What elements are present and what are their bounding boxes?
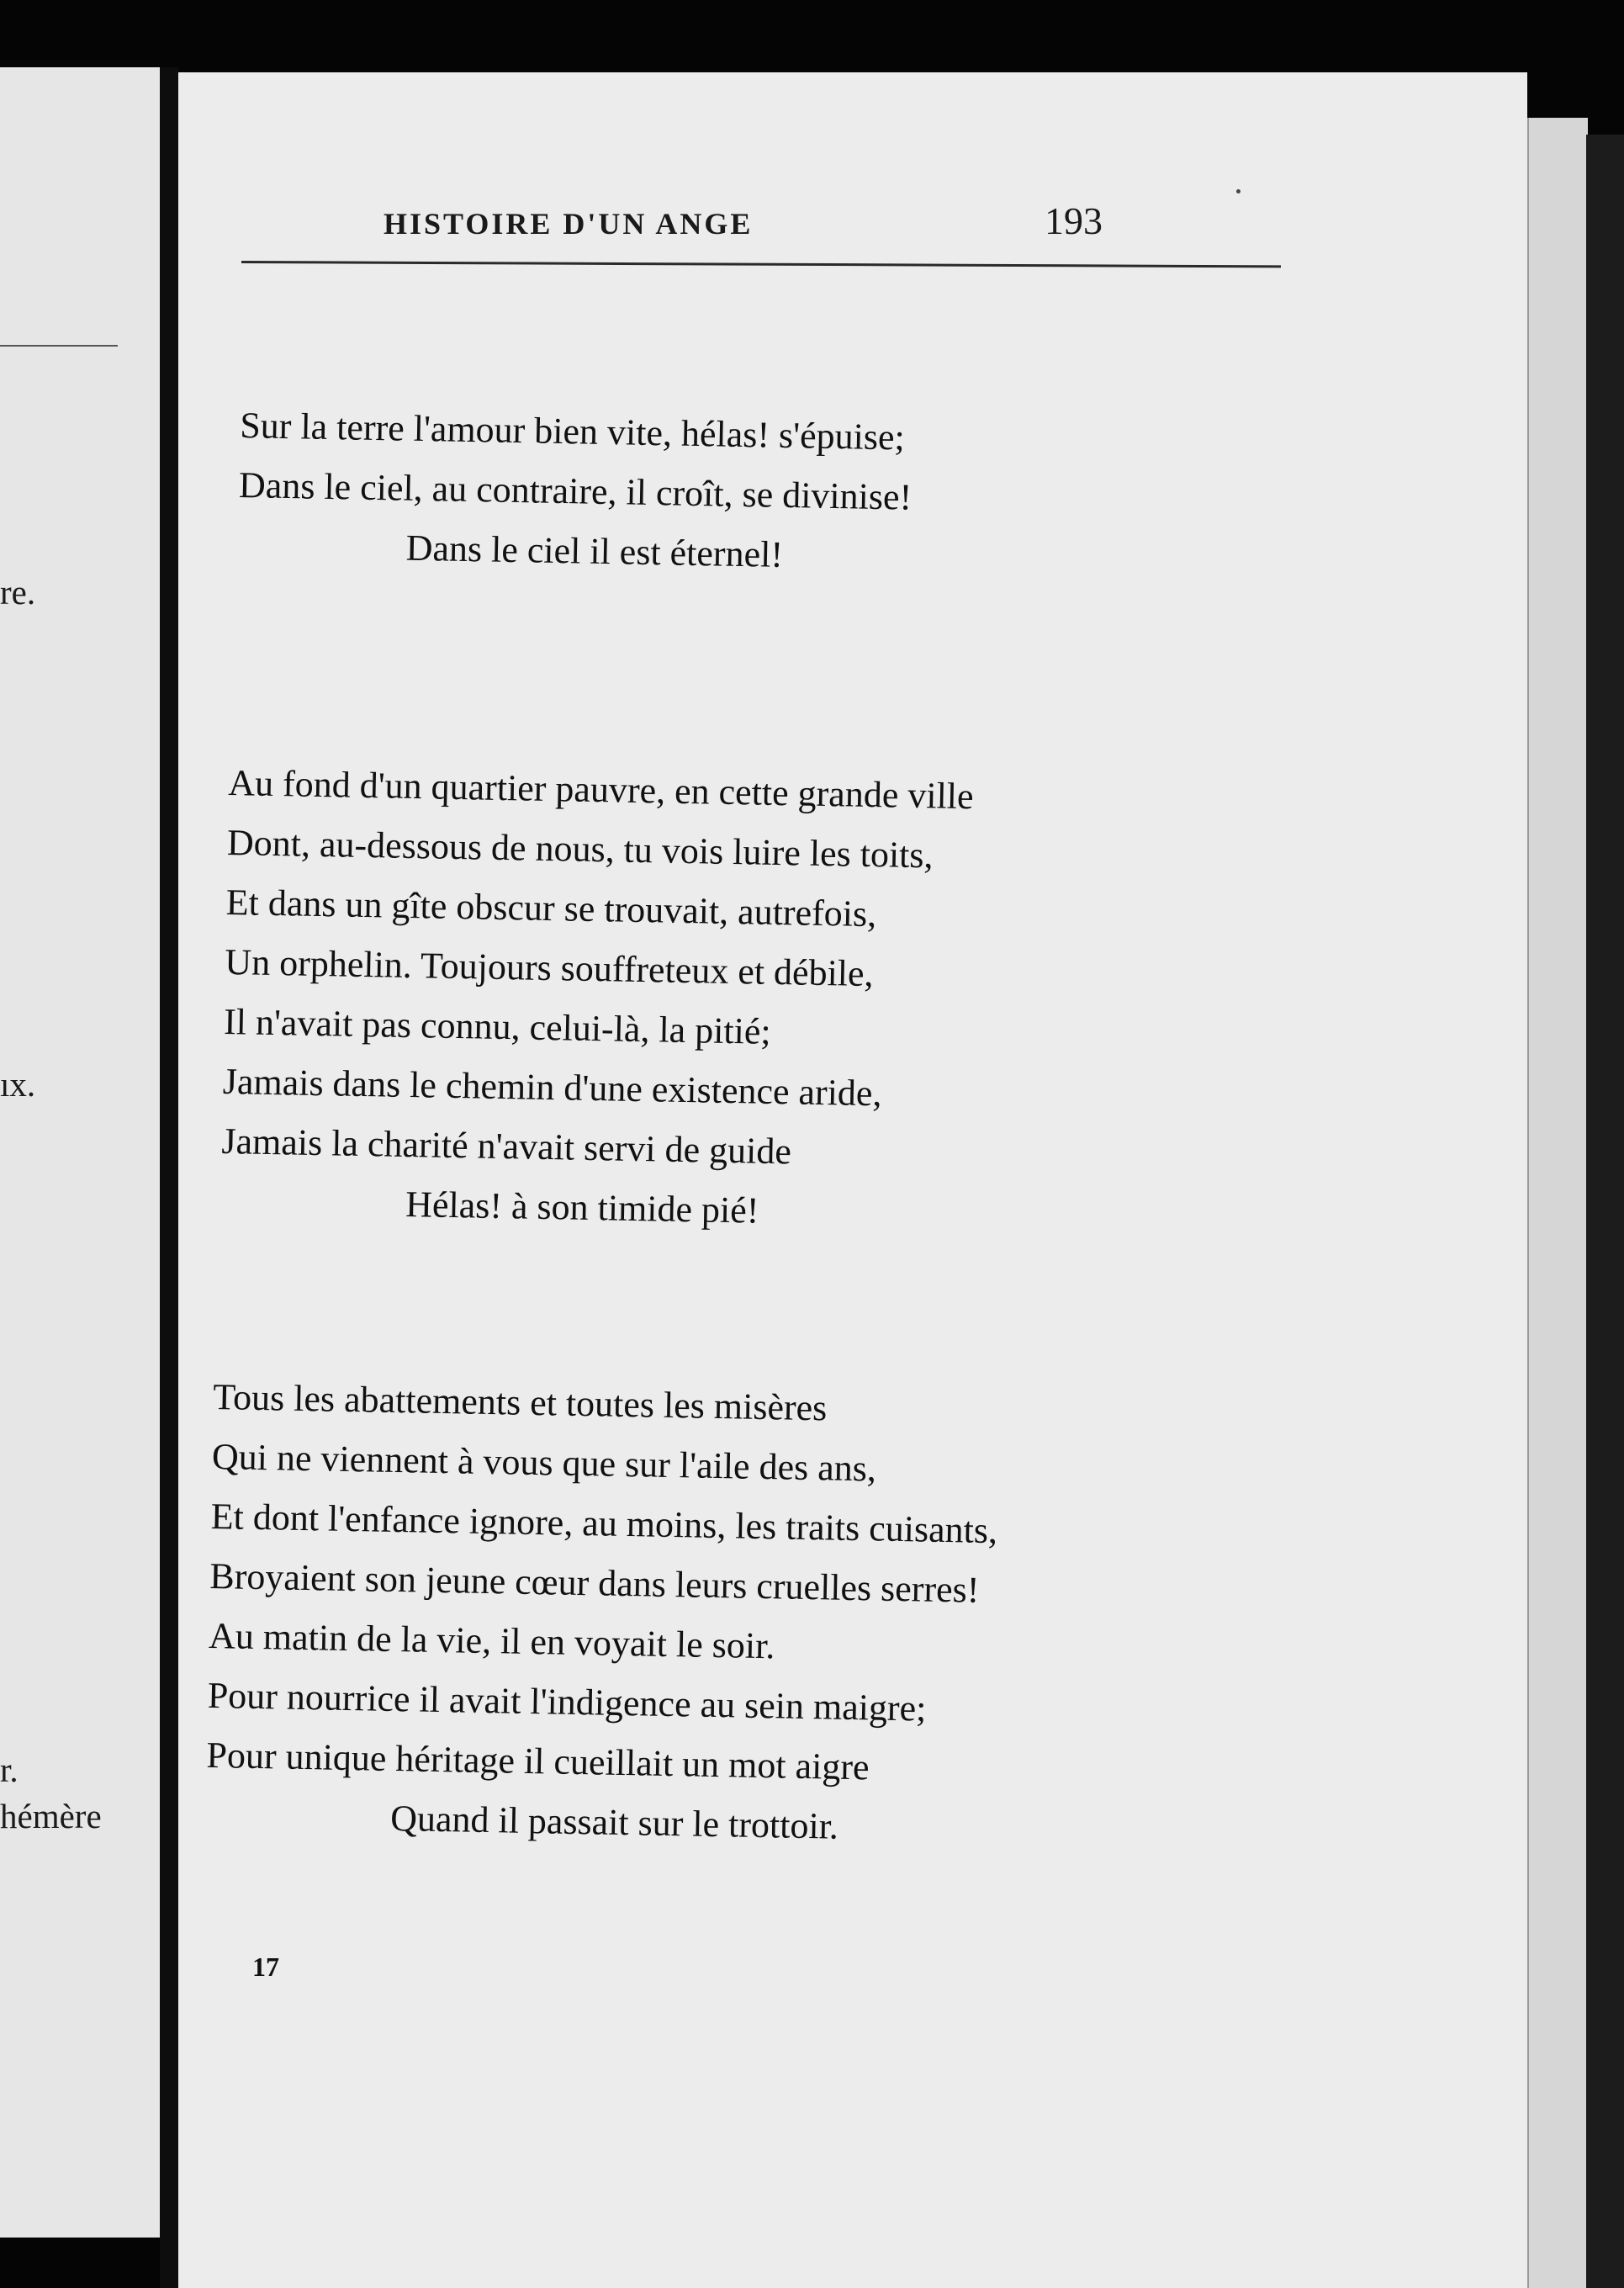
- poem-line: Il n'avait pas connu, celui-là, la pitié;: [223, 1000, 772, 1052]
- previous-page-fragment: ıx.: [0, 1065, 36, 1104]
- scan-border: [1586, 135, 1624, 2288]
- poem-stanza: [205, 1367, 1001, 1859]
- previous-page-fragment: hémère: [0, 1797, 102, 1835]
- poem-line: Sur la terre l'amour bien vite, hélas! s'épuise;: [239, 404, 906, 458]
- previous-page-fragment: r.: [0, 1750, 19, 1789]
- poem-line: Dont, au-dessous de nous, tu vois luire les toits,: [226, 821, 934, 877]
- poem-line: Jamais dans le chemin d'une existence aride,: [222, 1060, 882, 1115]
- page-edge-strip: [1527, 118, 1588, 2288]
- poem-line: Qui ne viennent à vous que sur l'aile des ans,: [211, 1435, 877, 1490]
- poem-line: Dans le ciel il est éternel!: [405, 527, 784, 575]
- poem-line: Au fond d'un quartier pauvre, en cette grande ville: [227, 761, 975, 818]
- previous-page-rule: [0, 345, 118, 347]
- poem-line: Au matin de la vie, il en voyait le soir.: [208, 1614, 775, 1667]
- poem-line: Hélas! à son timide pié!: [405, 1183, 759, 1231]
- poem-line: Quand il passait sur le trottoir.: [389, 1797, 839, 1847]
- book-gutter: [160, 67, 178, 2288]
- poem-line: Dans le ciel, au contraire, il croît, se divinise!: [238, 463, 913, 518]
- running-head: HISTOIRE D'UN ANGE: [384, 207, 754, 241]
- scan-speck: [1236, 189, 1240, 193]
- signature-mark: 17: [252, 1952, 279, 1982]
- poem-line: Et dans un gîte obscur se trouvait, autrefois,: [225, 881, 877, 935]
- poem-line: Broyaient son jeune cœur dans leurs cruelles serres!: [209, 1554, 980, 1611]
- previous-page-fragment: re.: [0, 573, 36, 612]
- previous-page-edge: [0, 67, 160, 2238]
- poem-line: Pour unique héritage il cueillait un mot aigre: [206, 1734, 870, 1788]
- poem-line: Tous les abattements et toutes les misères: [212, 1375, 828, 1429]
- poem-line: Jamais la charité n'avait servi de guide: [221, 1120, 792, 1173]
- poem-stanza: [237, 395, 913, 587]
- poem-stanza: [220, 753, 975, 1244]
- page-number: 193: [1045, 199, 1103, 242]
- poem-line: Pour nourrice il avait l'indigence au sein maigre;: [207, 1674, 927, 1729]
- poem-line: Un orphelin. Toujours souffreteux et débile,: [224, 940, 875, 995]
- poem-line: Et dont l'enfance ignore, au moins, les traits cuisants,: [210, 1495, 998, 1552]
